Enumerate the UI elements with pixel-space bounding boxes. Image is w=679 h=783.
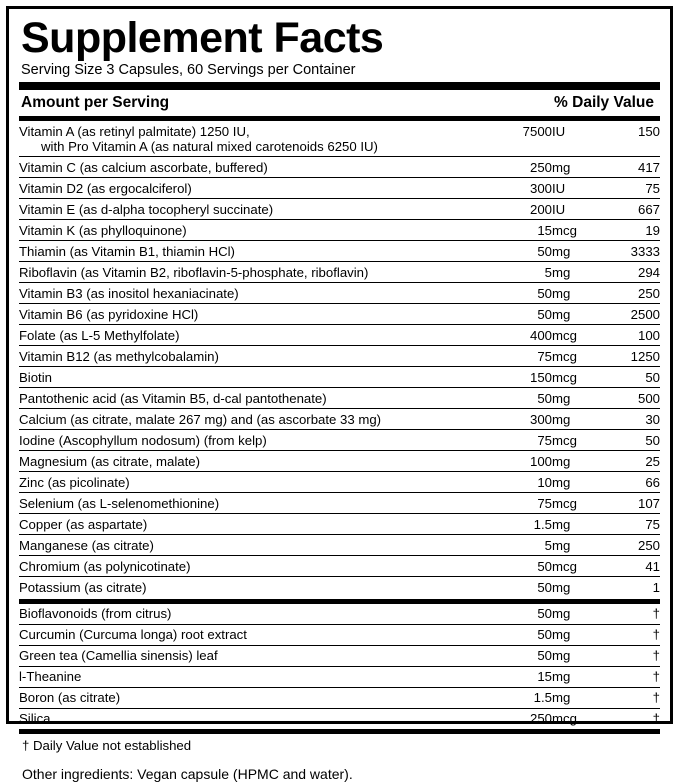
nutrient-amount: 75 bbox=[494, 346, 552, 367]
nutrient-daily-value: 50 bbox=[592, 367, 660, 388]
nutrient-amount: 250 bbox=[494, 708, 552, 731]
table-header bbox=[19, 90, 660, 116]
table-row bbox=[19, 262, 660, 283]
table-row bbox=[19, 121, 660, 157]
nutrient-daily-value: 1 bbox=[592, 577, 660, 602]
nutrient-unit: mcg bbox=[552, 325, 592, 346]
nutrient-daily-value: 1250 bbox=[592, 346, 660, 367]
nutrient-name: Vitamin D2 (as ergocalciferol) bbox=[19, 178, 494, 199]
nutrient-amount: 75 bbox=[494, 430, 552, 451]
nutrient-amount: 100 bbox=[494, 451, 552, 472]
nutrient-unit: mcg bbox=[552, 220, 592, 241]
nutrient-name: Bioflavonoids (from citrus) bbox=[19, 601, 494, 624]
nutrient-name-sub: with Pro Vitamin A (as natural mixed carotenoids 6250 IU) bbox=[41, 138, 378, 154]
nutrient-unit: mg bbox=[552, 262, 592, 283]
table-row bbox=[19, 451, 660, 472]
nutrient-amount: 1.5 bbox=[494, 514, 552, 535]
nutrient-name: Magnesium (as citrate, malate) bbox=[19, 451, 494, 472]
table-row bbox=[19, 283, 660, 304]
table-row bbox=[19, 624, 660, 645]
nutrient-daily-value: 30 bbox=[592, 409, 660, 430]
nutrient-amount: 5 bbox=[494, 262, 552, 283]
nutrient-name: Thiamin (as Vitamin B1, thiamin HCl) bbox=[19, 241, 494, 262]
table-row bbox=[19, 535, 660, 556]
nutrient-unit: mg bbox=[552, 601, 592, 624]
nutrient-amount: 5 bbox=[494, 535, 552, 556]
nutrient-name: Selenium (as L-selenomethionine) bbox=[19, 493, 494, 514]
table-row bbox=[19, 346, 660, 367]
nutrient-unit: mg bbox=[552, 241, 592, 262]
table-row bbox=[19, 157, 660, 178]
nutrient-unit: mg bbox=[552, 577, 592, 602]
nutrient-daily-value: 417 bbox=[592, 157, 660, 178]
nutrient-unit: mg bbox=[552, 304, 592, 325]
nutrient-amount: 50 bbox=[494, 624, 552, 645]
table-row bbox=[19, 601, 660, 624]
nutrient-name: Vitamin B6 (as pyridoxine HCl) bbox=[19, 304, 494, 325]
nutrient-daily-value: † bbox=[592, 645, 660, 666]
nutrient-amount: 150 bbox=[494, 367, 552, 388]
table-row bbox=[19, 220, 660, 241]
nutrient-name: Potassium (as citrate) bbox=[19, 577, 494, 602]
serving-size-text: Serving Size 3 Capsules, 60 Servings per Container bbox=[21, 62, 356, 78]
nutrient-unit: mcg bbox=[552, 708, 592, 731]
nutrient-name: l-Theanine bbox=[19, 666, 494, 687]
table-row bbox=[19, 687, 660, 708]
table-row bbox=[19, 493, 660, 514]
nutrient-amount: 50 bbox=[494, 388, 552, 409]
nutrient-unit: mg bbox=[552, 624, 592, 645]
nutrient-name: Silica bbox=[19, 708, 494, 731]
nutrient-amount: 15 bbox=[494, 666, 552, 687]
nutrient-unit: mg bbox=[552, 451, 592, 472]
nutrient-unit: mcg bbox=[552, 430, 592, 451]
nutrient-name: Vitamin A (as retinyl palmitate) 1250 IU, with Pro Vitamin A (as natural mixed carotenoids 6250 IU) bbox=[19, 121, 494, 157]
nutrient-name: Vitamin B12 (as methylcobalamin) bbox=[19, 346, 494, 367]
nutrient-daily-value: † bbox=[592, 601, 660, 624]
other-ingredients-text: Other ingredients: Vegan capsule (HPMC and water). bbox=[22, 765, 353, 782]
nutrient-name: Vitamin C (as calcium ascorbate, buffered) bbox=[19, 157, 494, 178]
nutrient-unit: mcg bbox=[552, 367, 592, 388]
nutrients-table bbox=[19, 121, 660, 734]
table-row bbox=[19, 325, 660, 346]
nutrient-name: Boron (as citrate) bbox=[19, 687, 494, 708]
nutrient-amount: 250 bbox=[494, 157, 552, 178]
table-row bbox=[19, 645, 660, 666]
nutrient-daily-value: 150 bbox=[592, 121, 660, 157]
nutrient-name: Vitamin B3 (as inositol hexaniacinate) bbox=[19, 283, 494, 304]
nutrient-name: Copper (as aspartate) bbox=[19, 514, 494, 535]
nutrient-amount: 15 bbox=[494, 220, 552, 241]
supplement-facts-panel bbox=[6, 6, 673, 782]
nutrient-amount: 50 bbox=[494, 601, 552, 624]
table-row bbox=[19, 304, 660, 325]
nutrient-unit: IU bbox=[552, 121, 592, 157]
nutrient-amount: 300 bbox=[494, 409, 552, 430]
column-header-amount: Amount per Serving bbox=[21, 94, 170, 111]
nutrient-daily-value: † bbox=[592, 666, 660, 687]
nutrient-amount: 50 bbox=[494, 577, 552, 602]
nutrient-name: Chromium (as polynicotinate) bbox=[19, 556, 494, 577]
nutrient-daily-value: † bbox=[592, 687, 660, 708]
nutrient-daily-value: 75 bbox=[592, 514, 660, 535]
nutrient-daily-value: 100 bbox=[592, 325, 660, 346]
nutrient-amount: 50 bbox=[494, 556, 552, 577]
nutrient-unit: mg bbox=[552, 283, 592, 304]
nutrient-name: Folate (as L-5 Methylfolate) bbox=[19, 325, 494, 346]
table-row bbox=[19, 708, 660, 731]
nutrient-name: Iodine (Ascophyllum nodosum) (from kelp) bbox=[19, 430, 494, 451]
table-row bbox=[19, 178, 660, 199]
nutrient-name: Vitamin K (as phylloquinone) bbox=[19, 220, 494, 241]
nutrient-daily-value: 667 bbox=[592, 199, 660, 220]
nutrient-daily-value: 250 bbox=[592, 283, 660, 304]
nutrient-daily-value: 50 bbox=[592, 430, 660, 451]
table-row bbox=[19, 241, 660, 262]
column-header-daily-value: % Daily Value bbox=[554, 94, 654, 111]
nutrient-daily-value: 294 bbox=[592, 262, 660, 283]
table-row bbox=[19, 409, 660, 430]
nutrient-amount: 75 bbox=[494, 493, 552, 514]
nutrient-unit: mg bbox=[552, 157, 592, 178]
nutrient-amount: 10 bbox=[494, 472, 552, 493]
divider-thick-top bbox=[19, 82, 660, 90]
nutrient-unit: mg bbox=[552, 409, 592, 430]
nutrient-unit: mg bbox=[552, 472, 592, 493]
nutrient-unit: mcg bbox=[552, 556, 592, 577]
nutrient-unit: mg bbox=[552, 666, 592, 687]
nutrient-daily-value: 2500 bbox=[592, 304, 660, 325]
nutrient-daily-value: 25 bbox=[592, 451, 660, 472]
table-row bbox=[19, 472, 660, 493]
nutrient-daily-value: 3333 bbox=[592, 241, 660, 262]
nutrient-unit: mg bbox=[552, 687, 592, 708]
nutrient-amount: 50 bbox=[494, 283, 552, 304]
nutrient-daily-value: 500 bbox=[592, 388, 660, 409]
nutrient-unit: IU bbox=[552, 178, 592, 199]
nutrient-daily-value: † bbox=[592, 708, 660, 731]
nutrient-name: Vitamin E (as d-alpha tocopheryl succinate) bbox=[19, 199, 494, 220]
nutrient-name: Zinc (as picolinate) bbox=[19, 472, 494, 493]
nutrient-daily-value: 107 bbox=[592, 493, 660, 514]
page-title: Supplement Facts bbox=[21, 14, 384, 62]
nutrient-daily-value: 250 bbox=[592, 535, 660, 556]
table-row bbox=[19, 556, 660, 577]
nutrient-daily-value: 41 bbox=[592, 556, 660, 577]
table-row bbox=[19, 666, 660, 687]
nutrient-amount: 1.5 bbox=[494, 687, 552, 708]
nutrient-name: Manganese (as citrate) bbox=[19, 535, 494, 556]
nutrient-unit: mg bbox=[552, 514, 592, 535]
table-row bbox=[19, 388, 660, 409]
nutrient-amount: 200 bbox=[494, 199, 552, 220]
nutrient-unit: mcg bbox=[552, 346, 592, 367]
nutrient-name: Calcium (as citrate, malate 267 mg) and (as ascorbate 33 mg) bbox=[19, 409, 494, 430]
table-row bbox=[19, 577, 660, 602]
table-row bbox=[19, 514, 660, 535]
footnote-text: † Daily Value not established bbox=[22, 737, 192, 753]
table-row bbox=[19, 430, 660, 451]
nutrient-unit: mg bbox=[552, 535, 592, 556]
table-row bbox=[19, 199, 660, 220]
nutrient-amount: 300 bbox=[494, 178, 552, 199]
nutrient-amount: 50 bbox=[494, 645, 552, 666]
nutrient-amount: 50 bbox=[494, 241, 552, 262]
nutrient-daily-value: 75 bbox=[592, 178, 660, 199]
nutrient-name: Pantothenic acid (as Vitamin B5, d-cal pantothenate) bbox=[19, 388, 494, 409]
nutrient-unit: mcg bbox=[552, 493, 592, 514]
nutrient-daily-value: 19 bbox=[592, 220, 660, 241]
nutrient-amount: 7500 bbox=[494, 121, 552, 157]
nutrient-name: Green tea (Camellia sinensis) leaf bbox=[19, 645, 494, 666]
nutrient-unit: IU bbox=[552, 199, 592, 220]
nutrient-daily-value: † bbox=[592, 624, 660, 645]
nutrient-name: Riboflavin (as Vitamin B2, riboflavin-5-phosphate, riboflavin) bbox=[19, 262, 494, 283]
nutrient-unit: mg bbox=[552, 645, 592, 666]
nutrient-daily-value: 66 bbox=[592, 472, 660, 493]
table-row bbox=[19, 367, 660, 388]
nutrient-amount: 400 bbox=[494, 325, 552, 346]
nutrient-name: Biotin bbox=[19, 367, 494, 388]
nutrient-name: Curcumin (Curcuma longa) root extract bbox=[19, 624, 494, 645]
nutrient-amount: 50 bbox=[494, 304, 552, 325]
nutrient-unit: mg bbox=[552, 388, 592, 409]
